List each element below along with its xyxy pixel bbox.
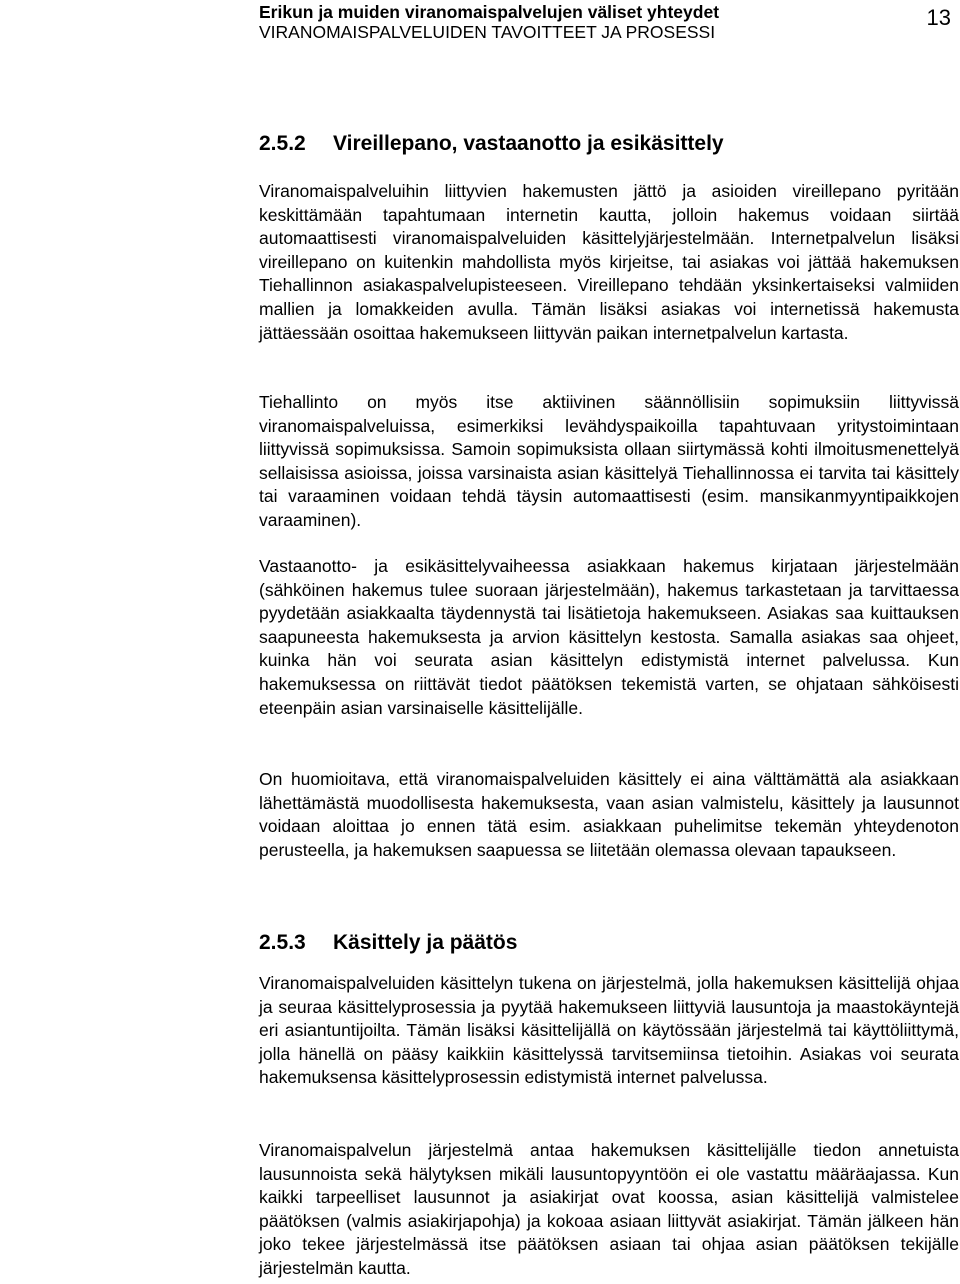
section-heading-2-5-3 [259, 930, 517, 956]
section-title: Käsittely ja päätös [333, 931, 518, 954]
paragraph: On huomioitava, että viranomaispalveluiden käsittely ei aina välttämättä ala asiakkaan lähettämästä muodollisesta hakemuksesta, vaan asian valmistelu, käsittely ja lausunnot voidaan aloittaa jo ennen tätä esim. asiakkaan puhelimitse tekemän yhteydenoton perusteella, ja hakemuksen saapuessa se liitetään olemassa olevaan tapaukseen. [259, 769, 959, 860]
header-document-title: Erikun ja muiden viranomaispalvelujen väliset yhteydet [259, 2, 720, 22]
paragraph: Viranomaispalvelun järjestelmä antaa hakemuksen käsittelijälle tiedon annetuista lausunnoista sekä hälytyksen mikäli lausuntopyyntöön ei ole vastattu määräajassa. Kun kaikki tarpeelliset lausunnot ja asiakirjat ovat koossa, asian käsittelijä valmistelee päätöksen (valmis asiakirjapohja) ja kokoaa asiaan liittyvät asiakirjat. Tämän jälkeen hän joko tekee järjestelmässä itse päätöksen asiaan tai ohjaa asian päätöksen tekijälle järjestelmän kautta. [259, 1140, 959, 1278]
page-header [259, 0, 959, 48]
section-title: Vireillepano, vastaanotto ja esikäsittely [333, 132, 724, 155]
header-chapter-title: VIRANOMAISPALVELUIDEN TAVOITTEET JA PROSESSI [259, 22, 716, 42]
section-heading-2-5-2 [259, 131, 724, 157]
paragraph: Vastaanotto- ja esikäsittelyvaiheessa asiakkaan hakemus kirjataan järjestelmään (sähköinen hakemus tulee suoraan järjestelmään), hakemus tarkastetaan ja tarvittaessa pyydetään asiakkaalta täydennystä tai lisätietoja hakemukseen. Asiakas saa kuittauksen saapuneesta hakemuksesta ja arvion käsittelyn kestosta. Samalla asiakas saa ohjeet, kuinka hän voi seurata asian käsittelyn edistymistä internet palvelussa. Kun hakemuksessa on riittävät tiedot päätöksen tekemistä varten, se ohjataan sähköisesti eteenpäin asian varsinaiselle käsittelijälle. [259, 556, 959, 718]
paragraph: Viranomaispalveluiden käsittelyn tukena on järjestelmä, jolla hakemuksen käsittelijä ohjaa ja seuraa käsittelyprosessia ja pyytää hakemukseen liittyviä lausuntoja ja maastokäyntejä eri asiantuntijoilta. Tämän lisäksi käsittelijällä on käytössään järjestelmä tai käyttöliittymä, jolla hänellä on pääsy kaikkiin käsittelyssä tarvitsemiinsa tietoihin. Asiakas voi seurata hakemuksensa käsittelyprosessin edistymistä internet palvelussa. [259, 973, 959, 1088]
paragraph: Viranomaispalveluihin liittyvien hakemusten jättö ja asioiden vireillepano pyritään keskittämään tapahtumaan internetin kautta, jolloin hakemus voidaan siirtää automaattisesti viranomaispalveluiden käsittelyjärjestelmään. Internetpalvelun lisäksi vireillepano on kuitenkin mahdollista myös kirjeitse, tai asiakas voi jättää hakemuksen Tiehallinnon asiakaspalvelupisteeseen. Vireillepano tehdään yksinkertaiseksi valmiiden mallien ja lomakkeiden avulla. Tämän lisäksi asiakas voi internetissä hakemusta jättäessään osoittaa hakemukseen liittyvän paikan internetpalvelun kartasta. [259, 181, 959, 343]
paragraph: Tiehallinto on myös itse aktiivinen säännöllisiin sopimuksiin liittyvissä viranomaispalveluissa, esimerkiksi levähdyspaikoilla tapahtuvaan yritystoimintaan liittyvissä sopimuksissa. Samoin sopimuksista ollaan siirtymässä kohti ilmoitusmenettelyä sellaisissa asioissa, joissa varsinaista asian käsittelyä Tiehallinnossa ei tarvita tai käsittely tai varaaminen voidaan tehdä täysin automaattisesti (esim. mansikanmyyntipaikkojen varaaminen). [259, 392, 959, 530]
section-number: 2.5.2 [259, 132, 306, 155]
section-number: 2.5.3 [259, 931, 306, 954]
page-number: 13 [926, 5, 951, 30]
